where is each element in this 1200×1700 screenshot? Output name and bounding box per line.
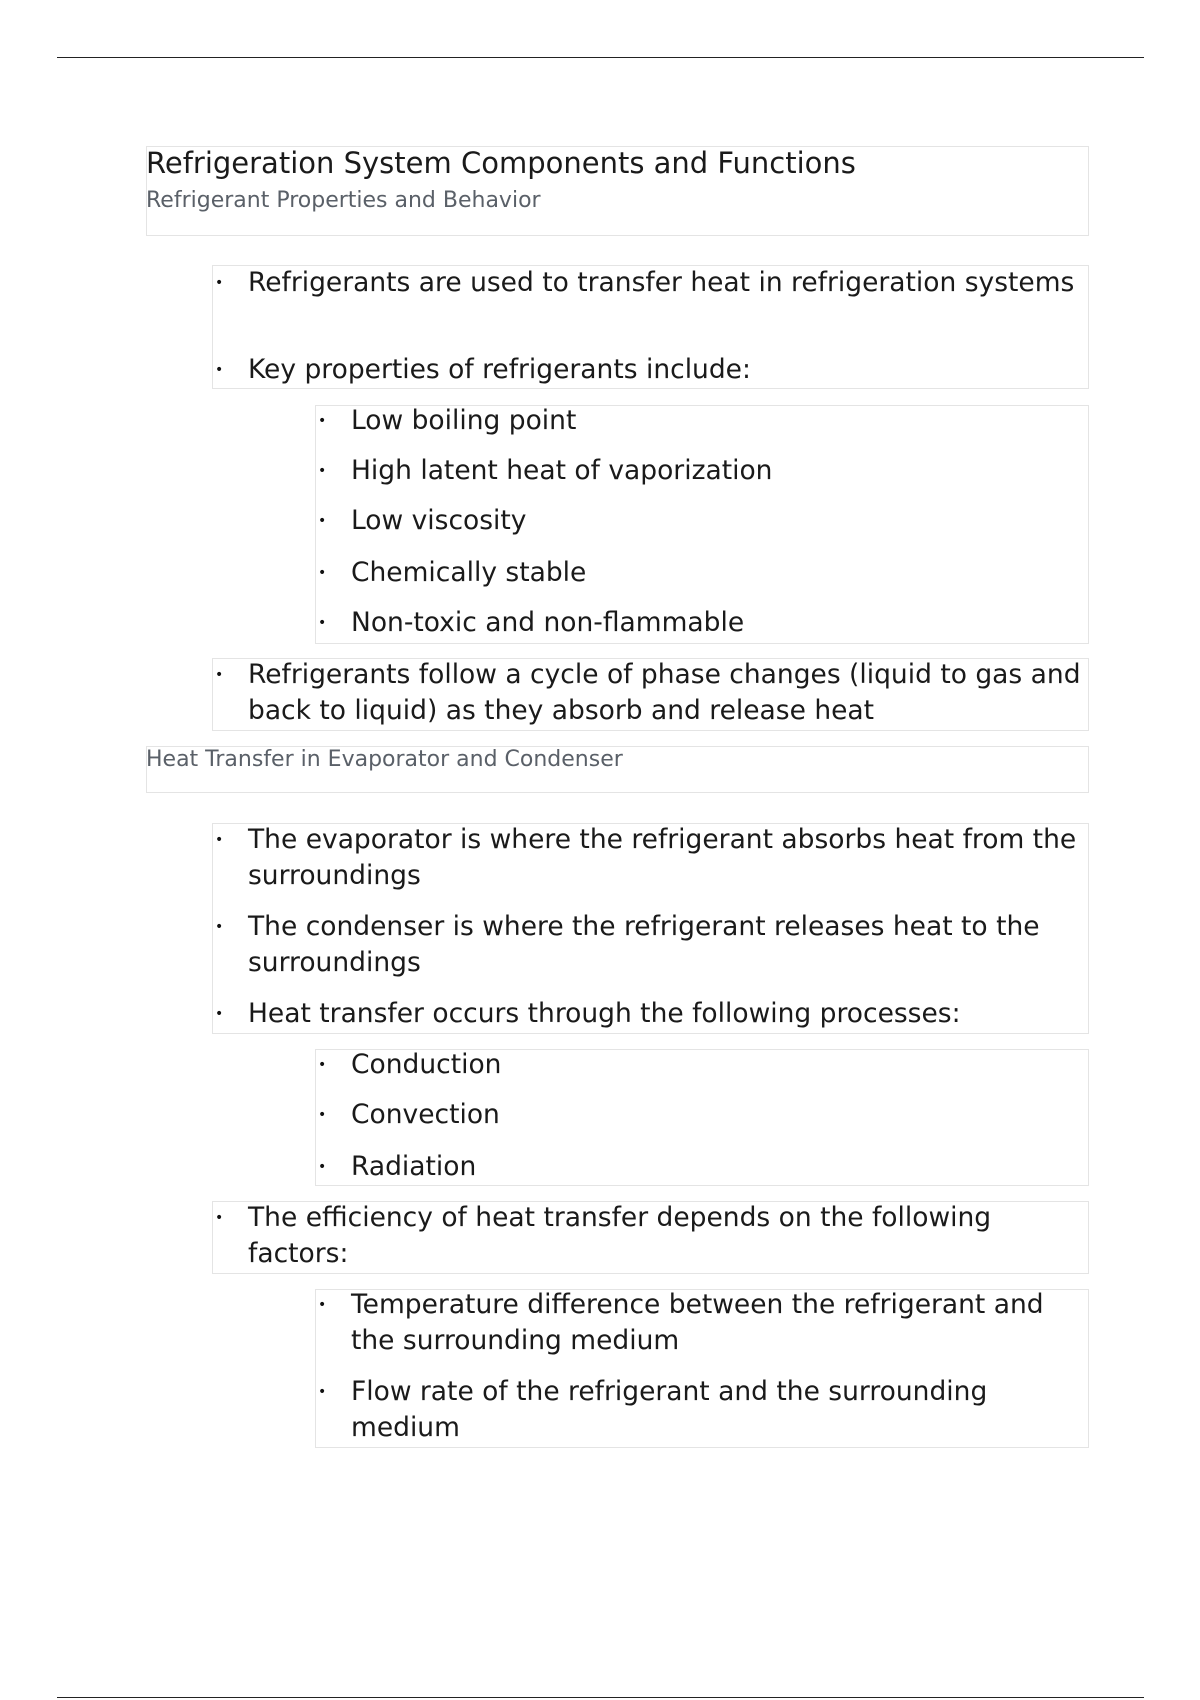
- list-item: [215, 1200, 1088, 1272]
- bullet-icon: •: [318, 1159, 327, 1175]
- sublist-item: [318, 453, 1091, 489]
- bullet-icon: •: [318, 615, 327, 631]
- sublist-item: [318, 555, 1091, 591]
- bullet-icon: •: [318, 1384, 327, 1400]
- sublist-item: [318, 1287, 1091, 1359]
- sublist-item-text: Radiation: [351, 1151, 477, 1182]
- top-rule: [57, 57, 1144, 58]
- bullet-icon: •: [318, 1107, 327, 1123]
- list-item-text: The condenser is where the refrigerant releases heat to the surroundings: [248, 911, 1040, 978]
- list-item-text: Key properties of refrigerants include:: [248, 354, 751, 385]
- list-item-text: Refrigerants follow a cycle of phase changes (liquid to gas and back to liquid) as they absorb and release heat: [248, 659, 1081, 726]
- list-item-text: The evaporator is where the refrigerant absorbs heat from the surroundings: [248, 824, 1077, 891]
- list-item: [215, 996, 1088, 1032]
- sublist-item-text: Flow rate of the refrigerant and the surrounding medium: [351, 1376, 988, 1443]
- sublist-item-text: Non-toxic and non-flammable: [351, 607, 745, 638]
- sublist-item: [318, 1374, 1091, 1446]
- section-heading-refrigerant-properties: Refrigerant Properties and Behavior: [146, 188, 541, 213]
- bullet-icon: •: [215, 667, 224, 683]
- sublist-item: [318, 1047, 1091, 1083]
- list-item: [215, 352, 1088, 388]
- bullet-icon: •: [318, 1057, 327, 1073]
- list-item: [215, 909, 1088, 981]
- sublist-item-text: High latent heat of vaporization: [351, 455, 773, 486]
- bullet-icon: •: [215, 1210, 224, 1226]
- sublist-item-text: Conduction: [351, 1049, 502, 1080]
- section-heading-heat-transfer: Heat Transfer in Evaporator and Condenser: [146, 747, 623, 772]
- bullet-icon: •: [215, 832, 224, 848]
- sublist-item-text: Low viscosity: [351, 505, 527, 536]
- list-item-text: Heat transfer occurs through the following processes:: [248, 998, 961, 1029]
- sublist-item-text: Chemically stable: [351, 557, 587, 588]
- sublist-item-text: Low boiling point: [351, 405, 577, 436]
- bullet-icon: •: [318, 1297, 327, 1313]
- bullet-icon: •: [318, 413, 327, 429]
- sublist-item: [318, 503, 1091, 539]
- sublist-item-text: Convection: [351, 1099, 500, 1130]
- bullet-icon: •: [215, 1006, 224, 1022]
- list-item-text: Refrigerants are used to transfer heat in refrigeration systems: [248, 267, 1075, 298]
- bottom-rule: [57, 1697, 1144, 1698]
- bullet-icon: •: [215, 362, 224, 378]
- sublist-item: [318, 605, 1091, 641]
- bullet-icon: •: [318, 463, 327, 479]
- bullet-icon: •: [215, 275, 224, 291]
- sublist-item-text: Temperature difference between the refrigerant and the surrounding medium: [351, 1289, 1044, 1356]
- list-item: [215, 657, 1088, 729]
- bullet-icon: •: [318, 513, 327, 529]
- bullet-icon: •: [318, 565, 327, 581]
- bullet-icon: •: [215, 919, 224, 935]
- sublist-item: [318, 1097, 1091, 1133]
- list-item-text: The efficiency of heat transfer depends on the following factors:: [248, 1202, 992, 1269]
- document-title: Refrigeration System Components and Functions: [146, 146, 856, 180]
- list-item: [215, 265, 1088, 301]
- sublist-item: [318, 1149, 1091, 1185]
- list-item: [215, 822, 1088, 894]
- sublist-item: [318, 403, 1091, 439]
